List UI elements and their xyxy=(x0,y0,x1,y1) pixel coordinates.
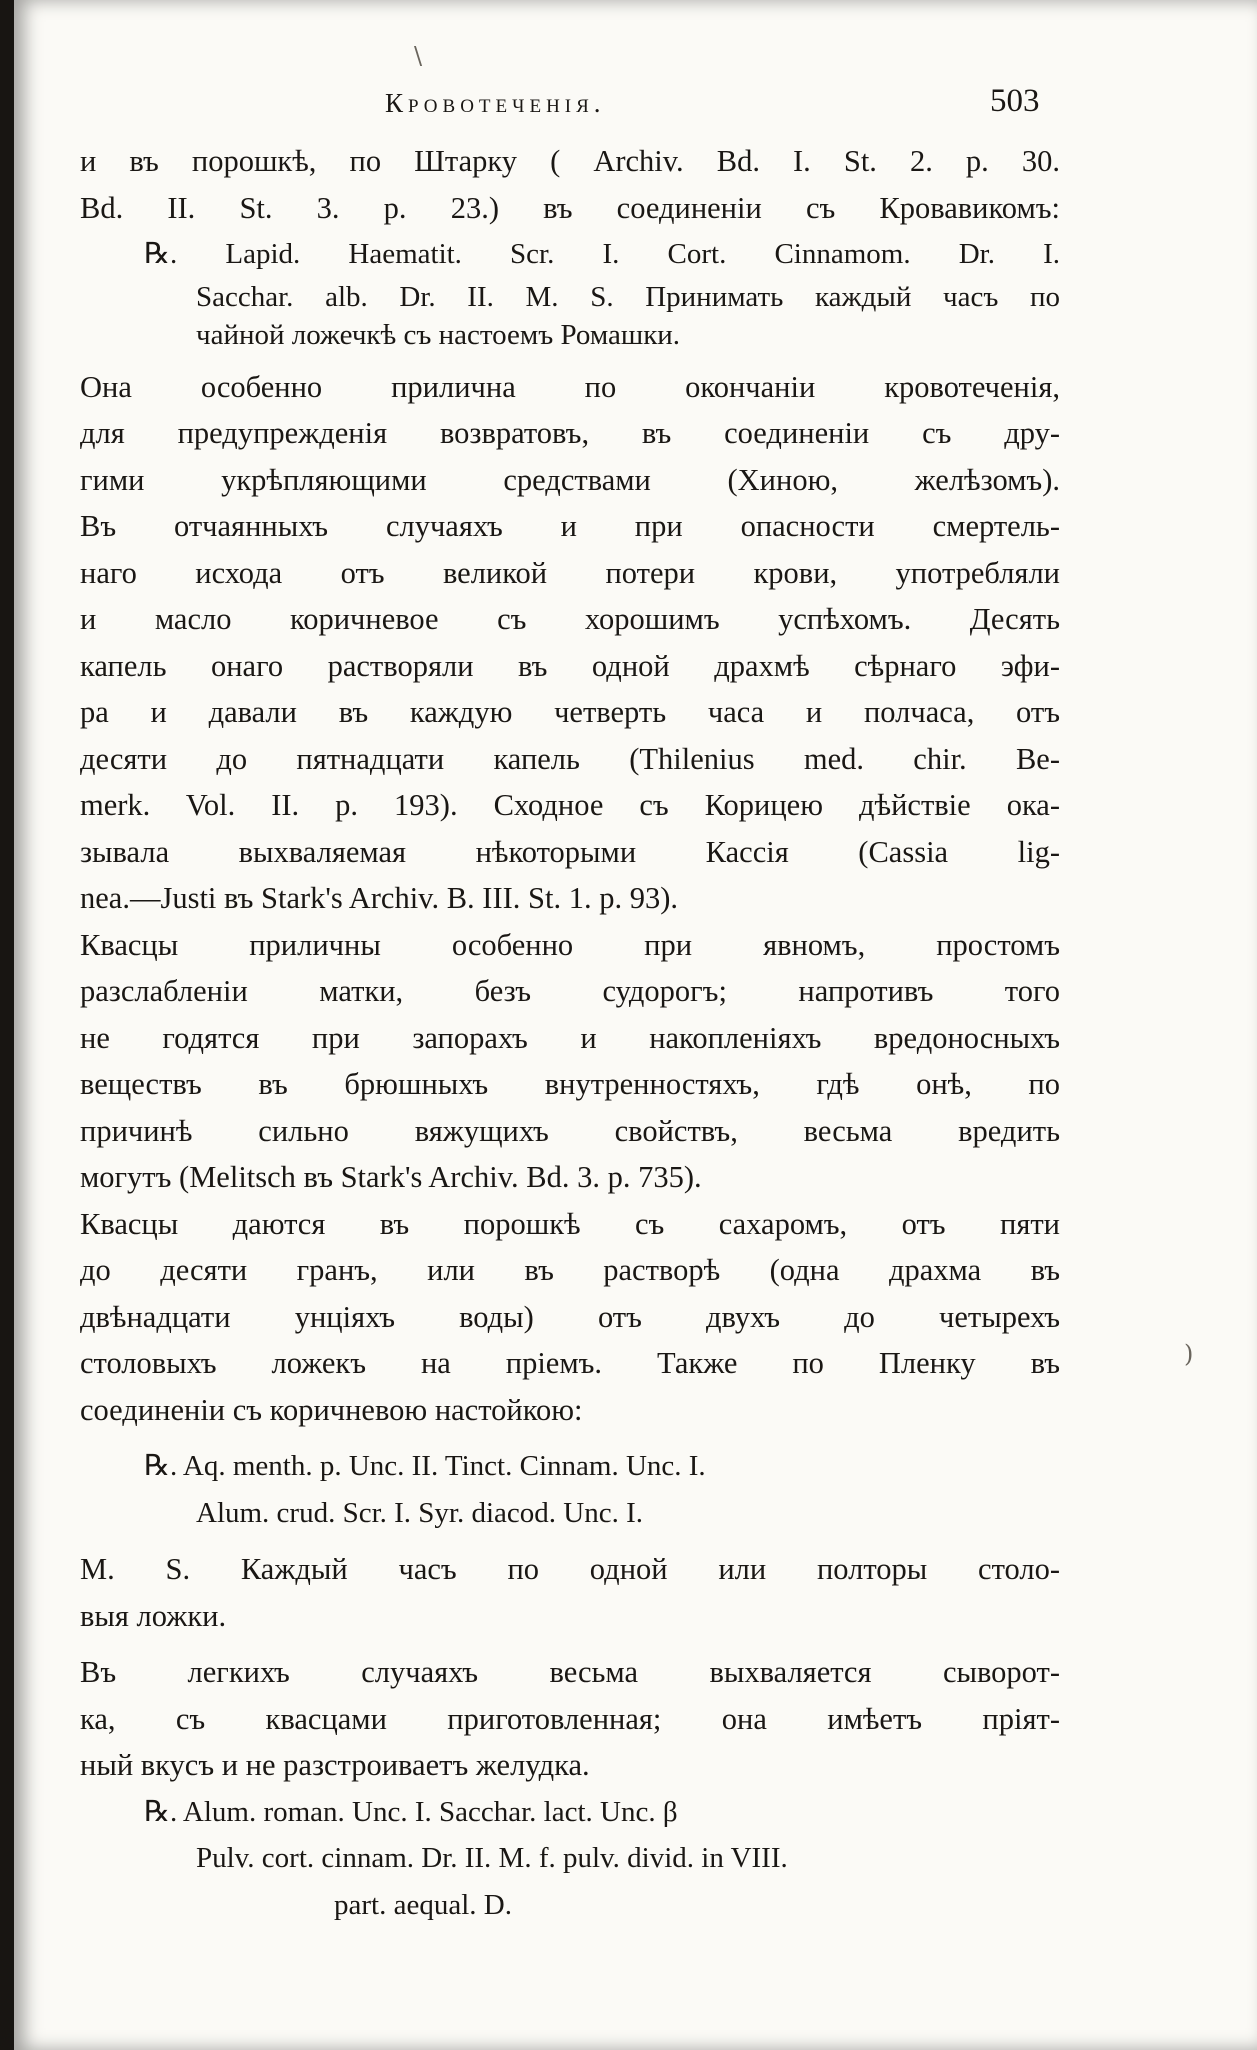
paragraph-2 xyxy=(80,922,1060,1434)
prescription-2 xyxy=(144,1443,1060,1536)
prescription-line: Alum. crud. Scr. I. Syr. diacod. Unc. I. xyxy=(196,1496,644,1529)
text-line: для предупрежденія возвратовъ, въ соединеніи съ дру- xyxy=(80,416,1060,450)
text-line: Bd. II. St. 3. p. 23.) въ соединеніи съ Кровавикомъ: xyxy=(80,190,1060,225)
text-line: Въ легкихъ случаяхъ весьма выхваляется сыворот- xyxy=(80,1655,1060,1689)
text-line: M. S. Каждый часъ по одной или полторы столо- xyxy=(80,1552,1060,1586)
dosage-instructions xyxy=(80,1546,1060,1639)
text-line: nea.—Justi въ Stark's Archiv. B. III. St. 1. p. 93). xyxy=(80,881,678,915)
text-line: веществъ въ брюшныхъ внутренностяхъ, гдѣ онѣ, по xyxy=(80,1067,1060,1101)
text-line: зывала выхваляемая нѣкоторыми Кассія (Cassia lig- xyxy=(80,834,1060,869)
running-head xyxy=(80,68,1060,138)
text-line: могутъ (Melitsch въ Stark's Archiv. Bd. 3. p. 735). xyxy=(80,1160,702,1194)
text-line: выя ложки. xyxy=(80,1598,227,1633)
text-line: Въ отчаянныхъ случаяхъ и при опасности смертель- xyxy=(80,509,1060,543)
running-head-title: Кровотеченія. xyxy=(385,88,606,118)
text-line: десяти до пятнадцати капель (Thilenius med. chir. Be- xyxy=(80,741,1060,776)
text-line: не годятся при запорахъ и накопленіяхъ вредоносныхъ xyxy=(80,1020,1060,1055)
prescription-line: Sacchar. alb. Dr. II. M. S. Принимать каждый часъ по xyxy=(196,280,1060,313)
text-line: гими укрѣпляющими средствами (Хиною, желѣзомъ). xyxy=(80,462,1060,497)
prescription-line: ℞. Alum. roman. Unc. I. Sacchar. lact. Unc. β xyxy=(144,1795,678,1828)
text-line: Квасцы даются въ порошкѣ съ сахаромъ, отъ пяти xyxy=(80,1206,1060,1241)
ink-mark: ) xyxy=(1184,1340,1194,1368)
text-line: ка, съ квасцами приготовленная; она имѣетъ пріят- xyxy=(80,1701,1060,1736)
book-page xyxy=(14,0,1257,2050)
page-content xyxy=(80,68,1060,1928)
text-line: и въ порошкѣ, по Штарку ( Archiv. Bd. I. St. 2. p. 30. xyxy=(80,144,1060,178)
text-line: merk. Vol. II. p. 193). Сходное съ Корицею дѣйствіе ока- xyxy=(80,788,1060,822)
prescription-1 xyxy=(144,231,1060,354)
prescription-line: ℞. Lapid. Haematit. Scr. I. Cort. Cinnamom. Dr. I. xyxy=(144,238,1060,270)
ink-mark: \ xyxy=(414,42,423,70)
page-number: 503 xyxy=(990,83,1040,119)
paragraph-3 xyxy=(80,1649,1060,1789)
prescription-line: чайной ложечкѣ съ настоемъ Ромашки. xyxy=(196,318,681,351)
prescription-line: part. aequal. D. xyxy=(334,1888,512,1921)
text-line: соединеніи съ коричневою настойкою: xyxy=(80,1392,583,1427)
text-line: и масло коричневое съ хорошимъ успѣхомъ. Десять xyxy=(80,602,1060,636)
paragraph-1 xyxy=(80,364,1060,922)
text-line: капель онаго растворяли въ одной драхмѣ сѣрнаго эфи- xyxy=(80,648,1060,683)
prescription-line: ℞. Aq. menth. p. Unc. II. Tinct. Cinnam. Unc. I. xyxy=(144,1450,706,1482)
text-line: столовыхъ ложекъ на пріемъ. Также по Пленку въ xyxy=(80,1346,1060,1380)
text-line: Она особенно прилична по окончаніи кровотеченія, xyxy=(80,369,1060,404)
prescription-line: Pulv. cort. cinnam. Dr. II. M. f. pulv. divid. in VIII. xyxy=(196,1842,788,1874)
text-line: наго исхода отъ великой потери крови, употребляли xyxy=(80,555,1060,590)
prescription-3 xyxy=(144,1789,1060,1929)
text-line: двѣнадцати унціяхъ воды) отъ двухъ до четырехъ xyxy=(80,1299,1060,1334)
text-line: Квасцы приличны особенно при явномъ, простомъ xyxy=(80,927,1060,962)
text-line: разслабленіи матки, безъ судорогъ; напротивъ того xyxy=(80,974,1060,1008)
text-line: ный вкусъ и не разстроиваетъ желудка. xyxy=(80,1748,590,1782)
text-line: причинѣ сильно вяжущихъ свойствъ, весьма вредить xyxy=(80,1113,1060,1148)
text-line: ра и давали въ каждую четверть часа и полчаса, отъ xyxy=(80,695,1060,729)
text-line: до десяти гранъ, или въ растворѣ (одна драхма въ xyxy=(80,1253,1060,1287)
